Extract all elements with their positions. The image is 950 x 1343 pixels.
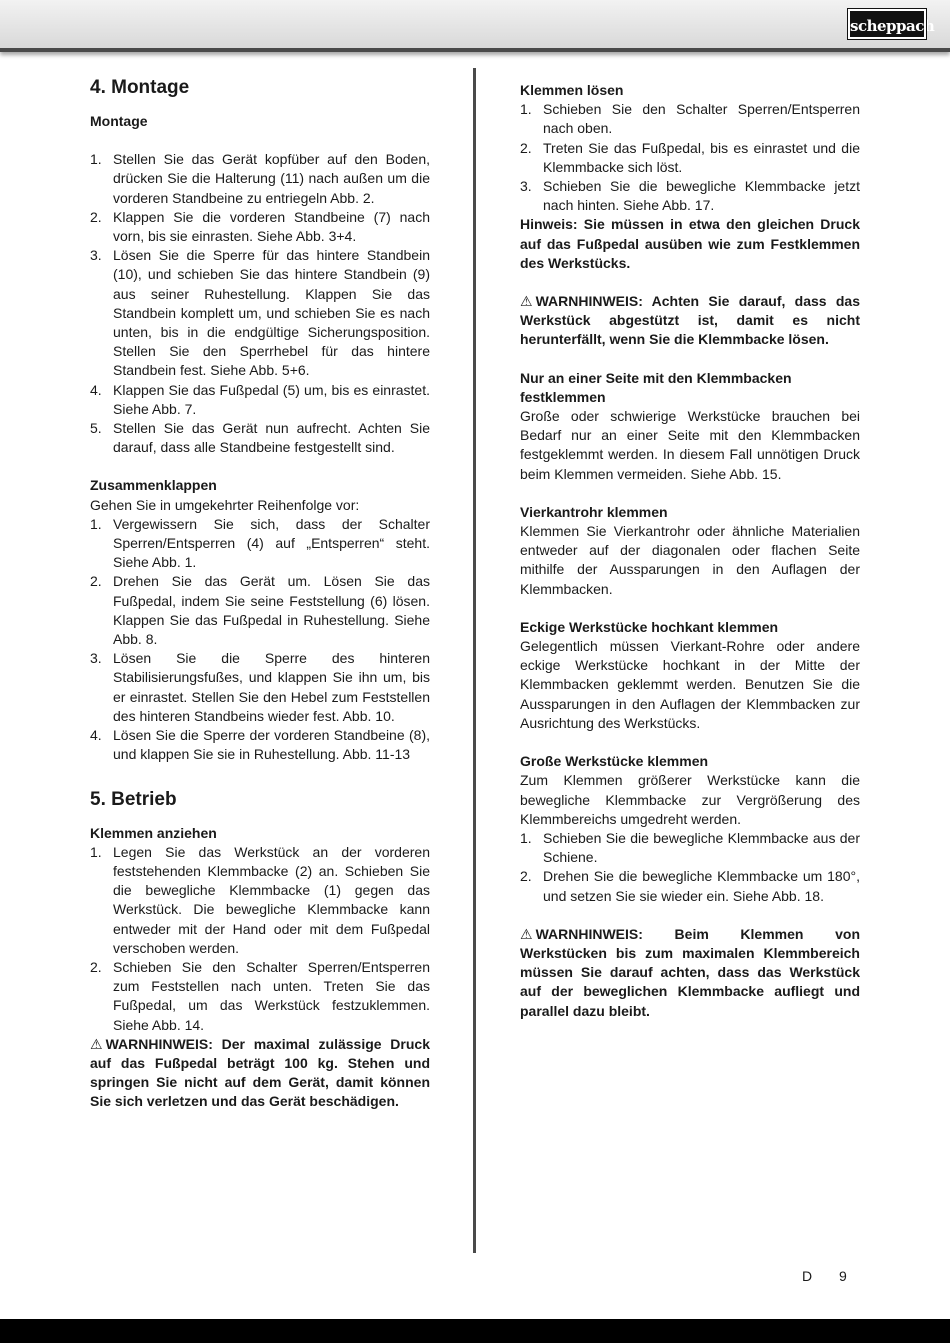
list-item: 1. Schieben Sie den Schalter Sperren/Entsperren nach oben. <box>520 101 860 137</box>
footer-bar <box>0 1319 950 1343</box>
eckige-heading: Eckige Werkstücke hochkant klemmen <box>520 618 779 635</box>
list-item: 4. Klappen Sie das Fußpedal (5) um, bis es einrastet. Siehe Abb. 7. <box>90 381 430 417</box>
eine-seite-text: Große oder schwierige Werkstücke brauchen bei Bedarf nur an einer Seite mit den Klemmbacken festgeklemmt werden. In diesem Fall unnötigen Druck beim Klemmen vermeiden. Siehe Abb. 15. <box>520 408 860 482</box>
montage-list <box>90 150 430 457</box>
vierkant-heading: Vierkantrohr klemmen <box>520 503 668 520</box>
warning-max-range: ⚠ WARNHINWEIS: Beim Klemmen von Werkstücken bis zum maximalen Klemmbereich müssen Sie darauf achten, dass das Werkstück auf der beweglichen Klemmbacke aufliegt und parallel dazu bleibt. <box>520 925 860 1019</box>
warning-support: ⚠ WARNHINWEIS: Achten Sie darauf, dass das Werkstück abgestützt ist, damit es nicht herunterfällt, wenn Sie die Klemmbacke lösen. <box>520 293 860 348</box>
klemmen-anziehen-list <box>90 843 430 1035</box>
list-item: 1. Legen Sie das Werkstück an der vorderen feststehenden Klemmbacke (2) an. Schieben Sie die bewegliche Klemmbacke (1) gegen das Werkstück. Die bewegliche Klemmbacke kann entweder mit der Hand oder mit dem Fußpedal verschoben werden. <box>90 843 430 956</box>
grosse-heading: Große Werkstücke klemmen <box>520 753 709 770</box>
warning-icon: ⚠ <box>90 1035 103 1052</box>
eckige-text: Gelegentlich müssen Vierkant-Rohre oder andere eckige Werkstücke hochkant in der Mitte der Klemmbacken geklemmt werden. Benutzen Sie die Aussparungen in den Auflagen der Klemmbacken zur Ausrichtung des Werkstücks. <box>520 638 860 731</box>
klemmen-anziehen-heading: Klemmen anziehen <box>90 824 217 841</box>
eine-seite-heading: Nur an einer Seite mit den Klemmbacken festklemmen <box>520 369 792 405</box>
left-column <box>90 75 430 1112</box>
warning-icon: ⚠ <box>520 925 533 942</box>
hinweis-text: Hinweis: Sie müssen in etwa den gleichen Druck auf das Fußpedal ausüben wie zum Festklemmen des Werkstücks. <box>520 216 860 271</box>
section-4-title: 4. Montage <box>90 77 190 98</box>
klemmen-loesen-heading: Klemmen lösen <box>520 82 624 98</box>
list-item: 1. Stellen Sie das Gerät kopfüber auf den Boden, drücken Sie die Halterung (11) nach außen um die vorderen Standbeine zu entriegeln Abb. 2. <box>90 151 430 206</box>
montage-heading: Montage <box>90 113 148 129</box>
list-item: 1. Vergewissern Sie sich, dass der Schalter Sperren/Entsperren (4) auf „Entsperren“ steht. Siehe Abb. 1. <box>90 515 430 571</box>
list-item: 1. Schieben Sie die bewegliche Klemmbacke aus der Schiene. <box>520 829 860 866</box>
list-item: 2. Klappen Sie die vorderen Standbeine (7) nach vorn, bis sie einrasten. Siehe Abb. 3+4. <box>90 208 430 245</box>
list-item: 2. Schieben Sie den Schalter Sperren/Entsperren zum Feststellen nach unten. Treten Sie das Fußpedal, um das Werkstück festzuklemmen. Siehe Abb. 14. <box>90 958 430 1033</box>
column-divider <box>473 68 476 1253</box>
grosse-list <box>520 829 860 906</box>
list-item: 2. Treten Sie das Fußpedal, bis es einrastet und die Klemmbacke sich löst. <box>520 139 860 175</box>
section-5-title: 5. Betrieb <box>90 788 177 810</box>
warning-pressure: ⚠ WARNHINWEIS: Der maximal zulässige Druck auf das Fußpedal beträgt 100 kg. Stehen und springen Sie nicht auf dem Gerät, damit können Sie sich verletzen und das Gerät beschädigen. <box>90 1035 430 1110</box>
grosse-text: Zum Klemmen größerer Werkstücke kann die bewegliche Klemmbacke zur Vergrößerung des Klemmbereichs umgedreht werden. <box>520 772 860 827</box>
footer-language: D <box>802 1268 813 1284</box>
list-item: 3. Schieben Sie die bewegliche Klemmbacke jetzt nach hinten. Siehe Abb. 17. <box>520 178 860 214</box>
zusammenklappen-intro: Gehen Sie in umgekehrter Reihenfolge vor: <box>90 496 360 513</box>
vierkant-text: Klemmen Sie Vierkantrohr oder ähnliche Materialien entweder auf der diagonalen oder flachen Seite mithilfe der Aussparungen in den Auflagen der Klemmbacken. <box>520 523 860 597</box>
list-item: 2. Drehen Sie das Gerät um. Lösen Sie das Fußpedal, indem Sie seine Feststellung (6) lösen. Klappen Sie das Fußpedal in Ruhestellung. Siehe Abb. 8. <box>90 573 430 648</box>
zusammenklappen-list <box>90 515 430 765</box>
list-item: 5. Stellen Sie das Gerät nun aufrecht. Achten Sie darauf, dass alle Standbeine festgestellt sind. <box>90 420 430 456</box>
header-bar <box>0 0 950 52</box>
page-number: 9 <box>839 1268 847 1284</box>
right-column <box>520 81 860 1021</box>
zusammenklappen-heading: Zusammenklappen <box>90 477 217 494</box>
warning-icon: ⚠ <box>520 293 533 310</box>
list-item: 3. Lösen Sie die Sperre für das hintere Standbein (10), und schieben Sie das hintere Standbein (9) aus seiner Ruhestellung. Klappen Sie das Standbein komplett um, und schieben Sie es nach unten, bis in die endgültige Sicherungsposition. Stellen Sie den Sperrhebel für das hintere Standbein fest. Siehe Abb. 5+6. <box>90 247 430 379</box>
klemmen-loesen-list <box>520 100 860 215</box>
list-item: 4. Lösen Sie die Sperre der vorderen Standbeine (8), und klappen Sie sie in Ruhestellung. Abb. 11-13 <box>90 727 430 763</box>
scheppach-logo: scheppach <box>848 9 926 39</box>
list-item: 2. Drehen Sie die bewegliche Klemmbacke um 180°, und setzen Sie sie wieder ein. Siehe Abb. 18. <box>520 868 860 904</box>
list-item: 3. Lösen Sie die Sperre des hinteren Stabilisierungsfußes, und klappen Sie ihn um, bis er einrastet. Stellen Sie den Hebel zum Feststellen des hinteren Standbeins wieder fest. Abb. 10. <box>90 650 430 724</box>
